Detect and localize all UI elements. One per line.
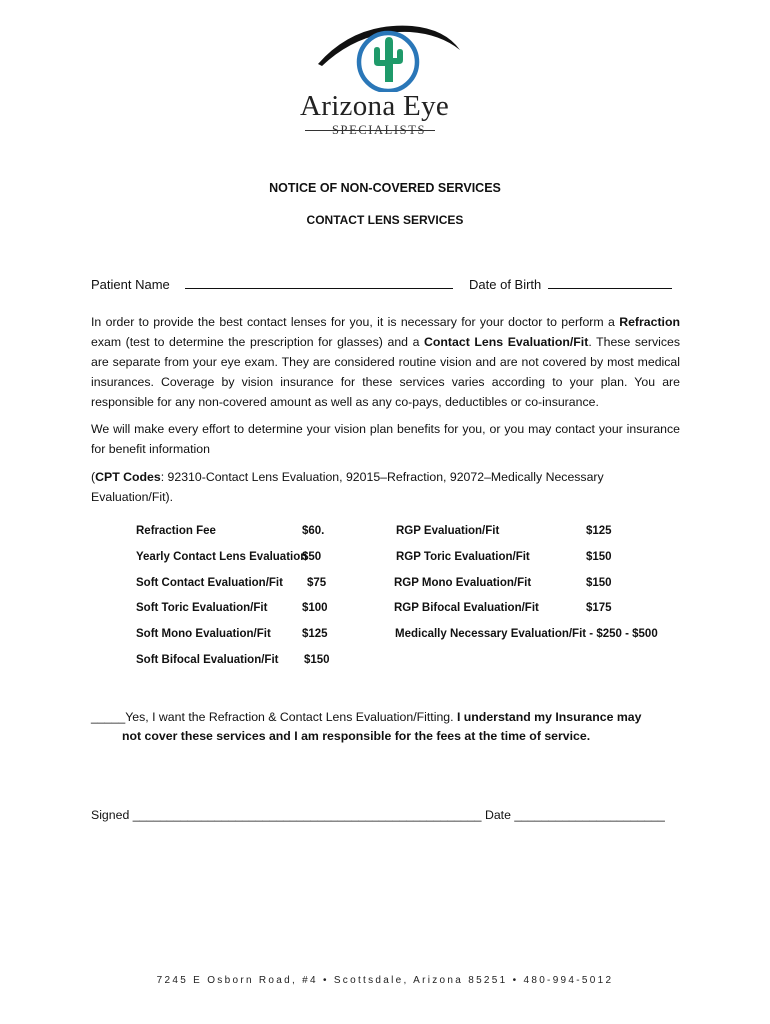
- benefits-paragraph: We will make every effort to determine your vision plan benefits for you, or you may contact your insurance for benefit information: [91, 422, 680, 456]
- agreement-blank[interactable]: _____: [91, 710, 126, 724]
- agreement-bold: I understand my Insurance may: [456, 710, 642, 724]
- fee-name: Medically Necessary Evaluation/Fit - $250 - $500: [395, 628, 658, 640]
- signed-label: Signed: [91, 808, 130, 822]
- fee-price: $175: [586, 602, 612, 614]
- intro-paragraph: [91, 312, 680, 412]
- dob-field[interactable]: [548, 276, 672, 289]
- fee-price: $150: [586, 551, 612, 563]
- patient-info-row: [91, 276, 672, 292]
- cpt-codes-line: [91, 467, 680, 507]
- fee-name: RGP Bifocal Evaluation/Fit: [394, 602, 539, 614]
- cpt-label: CPT Codes: [95, 470, 161, 484]
- intro-text-1: In order to provide the best contact lenses for you, it is necessary for your doctor to perform a: [91, 315, 620, 329]
- notice-title: NOTICE OF NON-COVERED SERVICES: [269, 181, 501, 195]
- fee-name: RGP Evaluation/Fit: [396, 525, 500, 537]
- intro-refraction: Refraction: [619, 315, 680, 329]
- patient-name-label: Patient Name: [91, 277, 170, 292]
- cpt-open: (: [91, 470, 96, 484]
- agreement-text: Yes, I want the Refraction & Contact Lens Evaluation/Fitting.: [125, 710, 457, 724]
- agreement-line-2: not cover these services and I am responsible for the fees at the time of service.: [122, 729, 591, 743]
- intro-text-2: exam (test to determine the prescription for glasses) and a: [91, 335, 425, 349]
- fee-name: RGP Toric Evaluation/Fit: [396, 551, 530, 563]
- signature-row: [91, 808, 665, 822]
- patient-name-field[interactable]: [185, 276, 453, 289]
- fee-name: Refraction Fee: [136, 525, 216, 537]
- agreement-statement: [91, 708, 691, 746]
- date-label: Date: [484, 808, 511, 822]
- eye-cactus-icon: [300, 20, 475, 92]
- fee-price: $125: [586, 525, 612, 537]
- fee-name: Yearly Contact Lens Evaluation: [136, 551, 308, 563]
- fee-price: $150: [304, 654, 330, 666]
- fee-price: $125: [302, 628, 328, 640]
- fee-price: $60.: [302, 525, 325, 537]
- fee-name: Soft Contact Evaluation/Fit: [136, 577, 283, 589]
- fee-price: $100: [302, 602, 328, 614]
- dob-label: Date of Birth: [469, 277, 542, 292]
- cpt-text: : 92310-Contact Lens Evaluation, 92015–Refraction, 92072–Medically Necessary Evaluation/Fit).: [91, 470, 604, 504]
- arizona-eye-logo: [300, 20, 475, 138]
- brand-subtitle: SPECIALISTS: [332, 123, 427, 137]
- fee-name: Soft Toric Evaluation/Fit: [136, 602, 268, 614]
- intro-contact-fit: Contact Lens Evaluation/Fit: [424, 335, 589, 349]
- fee-price: $150: [586, 577, 612, 589]
- date-field[interactable]: ______________________: [514, 808, 665, 822]
- fee-name: Soft Mono Evaluation/Fit: [136, 628, 271, 640]
- fee-name: Soft Bifocal Evaluation/Fit: [136, 654, 279, 666]
- intro-text-3: . These services are separate from your eye exam. They are considered routine vision and are not covered by most medical insurances. Coverage by vision insurance for these services varies according to your plan. You are responsible for any non-covered amount as well as any co-pays, deductibles or co-insurance.: [91, 335, 680, 409]
- signature-field[interactable]: ___________________________________________________: [132, 808, 482, 822]
- fee-price: $75: [307, 577, 327, 589]
- fee-name: RGP Mono Evaluation/Fit: [394, 577, 532, 589]
- brand-name: Arizona Eye: [300, 90, 450, 122]
- fee-price: $50: [302, 551, 322, 563]
- footer-address: 7245 E Osborn Road, #4 • Scottsdale, Arizona 85251 • 480-994-5012: [156, 975, 614, 986]
- notice-subtitle: CONTACT LENS SERVICES: [306, 213, 464, 227]
